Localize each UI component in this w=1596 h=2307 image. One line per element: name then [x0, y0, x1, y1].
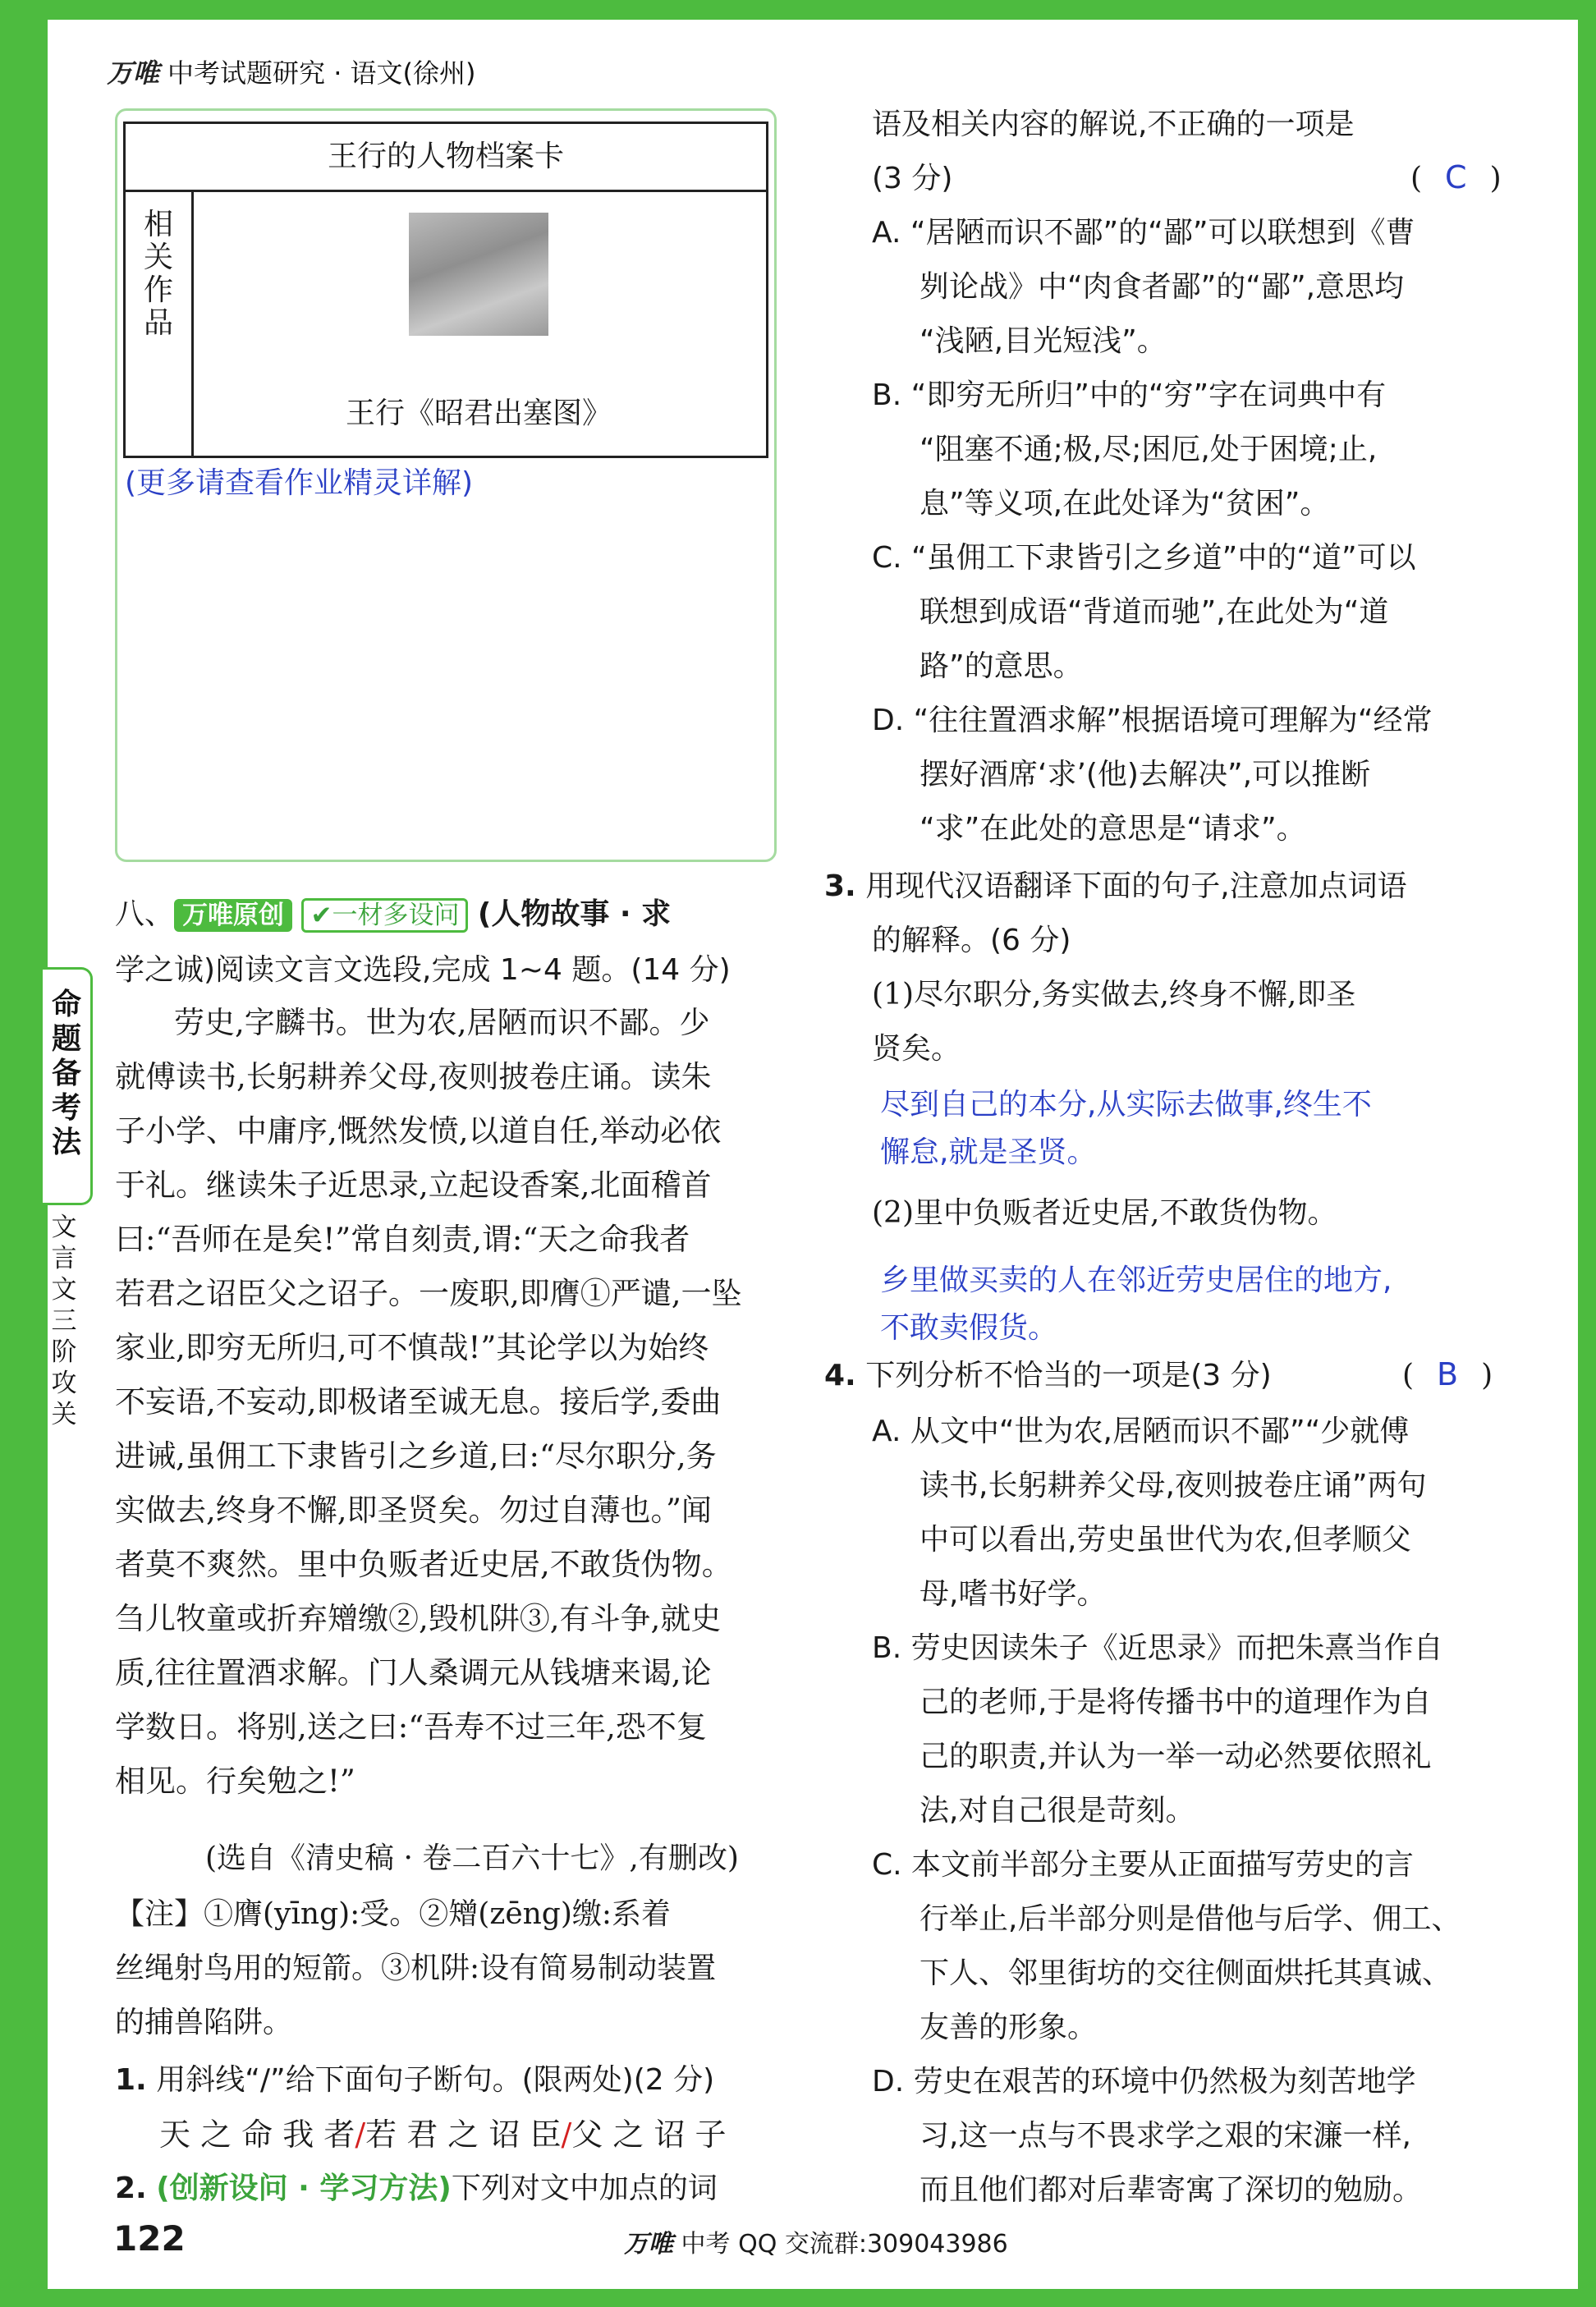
passage-line: 家业,即穷无所归,可不慎哉!”其论学以为始终 — [115, 1330, 709, 1365]
q4-option-line: D. 劳史在艰苦的环境中仍然极为刻苦地学 — [872, 2065, 1416, 2098]
q3-answer2-line1: 乡里做买卖的人在邻近劳史居住的地方, — [880, 1264, 1392, 1297]
passage-line: 子小学、中庸序,慨然发愤,以道自任,举动必依 — [115, 1113, 722, 1149]
q4-answer — [1402, 1356, 1493, 1394]
section-title-line2: 学之诚)阅读文言文选段,完成 1~4 题。(14 分) — [115, 953, 731, 987]
q1-slash-1: / — [355, 2117, 366, 2153]
passage-line: 相见。行矣勉之!” — [115, 1764, 355, 1799]
page-header — [107, 53, 476, 90]
passage-line: 于礼。继读朱子近思录,立起设香案,北面稽首 — [115, 1167, 712, 1203]
q4-answer-letter: B — [1437, 1356, 1459, 1392]
passage-line: 曰:“吾师在是矣!”常自刻责,谓:“天之命我者 — [115, 1222, 690, 1257]
side-tab-main-label: 命题备考法 — [51, 988, 81, 1159]
q2-answer — [1410, 159, 1502, 197]
q2-option-line: “浅陋,目光短浅”。 — [920, 324, 1167, 358]
q3-line1 — [824, 869, 1407, 905]
q2-option-line: 刿论战》中“肉食者鄙”的“鄙”,意思均 — [920, 270, 1405, 304]
more-link[interactable]: (更多请查看作业精灵详解) — [125, 466, 474, 500]
q4-option-line: 己的职责,并认为一举一动必然要依照礼 — [920, 1740, 1432, 1773]
note-line-1: 【注】①膺(yīng):受。②矰(zēng)缴:系着 — [115, 1897, 672, 1931]
q2-start — [115, 2171, 718, 2207]
source-line: (选自《清史稿 · 卷二百六十七》,有删改) — [205, 1841, 739, 1875]
q2-option-line: 路”的意思。 — [920, 649, 1083, 683]
passage-line: 学数日。将别,送之曰:“吾寿不过三年,恐不复 — [115, 1709, 707, 1745]
q4-option-line: 母,嗜书好学。 — [920, 1577, 1107, 1611]
q4-text: 下列分析不恰当的一项是(3 分) — [865, 1359, 1272, 1392]
q4-option-line: 中可以看出,劳史虽世代为农,但孝顺父 — [920, 1523, 1411, 1557]
header-brand: 万唯 — [107, 57, 160, 89]
q2-option-line: “阻塞不通;极,尽;困厄,处于困境;止, — [920, 433, 1378, 466]
footer — [624, 2223, 1008, 2259]
q2-text-start: 下列对文中加点的词 — [451, 2172, 718, 2205]
q2-answer-open: ( — [1410, 162, 1423, 195]
q1-number: 1. — [115, 2063, 147, 2097]
tag-badge: ✔一材多设问 — [301, 898, 468, 933]
q1-slash-2: / — [561, 2117, 572, 2153]
passage-line: 实做去,终身不懈,即圣贤矣。勿过自薄也。”闻 — [115, 1493, 712, 1528]
q1-part-a: 天 之 命 我 者 — [159, 2117, 355, 2153]
q1-sentence — [159, 2117, 727, 2153]
note-line-3: 的捕兽陷阱。 — [115, 2006, 293, 2039]
q1-text: 用斜线“/”给下面句子断句。(限两处)(2 分) — [156, 2063, 715, 2097]
q4-option-line: 友善的形象。 — [920, 2011, 1098, 2044]
passage-line: 就傅读书,长躬耕养父母,夜则披卷庄诵。读朱 — [115, 1059, 712, 1094]
q2-option-line: B. “即穷无所归”中的“穷”字在词典中有 — [872, 378, 1387, 412]
section-title — [115, 897, 671, 933]
passage-line: 质,往往置酒求解。门人桑调元从钱塘来谒,论 — [115, 1655, 712, 1690]
section-title-line1: (人物故事 · 求 — [477, 897, 672, 931]
q3-s1-line2: 贤矣。 — [872, 1032, 961, 1066]
q2-answer-letter: C — [1445, 159, 1467, 195]
footer-brand: 万唯 — [624, 2230, 673, 2259]
q2-option-line: “求”在此处的意思是“请求”。 — [920, 812, 1306, 846]
q2-option-line: A. “居陋而识不鄙”的“鄙”可以联想到《曹 — [872, 216, 1415, 250]
q4-option-line: 习,这一点与不畏求学之艰的宋濂一样, — [920, 2119, 1411, 2153]
q1-part-c: 父 之 诏 子 — [571, 2117, 727, 2153]
q3-text1: 用现代汉语翻译下面的句子,注意加点词语 — [865, 869, 1407, 903]
q4-option-line: 行举止,后半部分则是借他与后学、佣工、 — [920, 1902, 1461, 1936]
passage-line: 进诫,虽佣工下隶皆引之乡道,曰:“尽尔职分,务 — [115, 1438, 717, 1474]
passage-line: 刍儿牧童或折弃矰缴②,毁机阱③,有斗争,就史 — [115, 1601, 722, 1636]
q3-answer2-line2: 不敢卖假货。 — [880, 1311, 1058, 1345]
q2-option-line: 摆好酒席‘求’(他)去解决”,可以推断 — [920, 758, 1371, 791]
q4-option-line: A. 从文中“世为农,居陋而识不鄙”“少就傅 — [872, 1415, 1410, 1448]
q2-text-cont2: (3 分) — [872, 162, 953, 195]
header-title: 中考试题研究 · 语文(徐州) — [167, 57, 476, 89]
q4-answer-close: ) — [1481, 1359, 1493, 1392]
card-label-column — [126, 192, 194, 456]
tag-badge-label: 一材多设问 — [332, 901, 460, 930]
q2-number: 2. — [115, 2172, 147, 2205]
q3-text2: 的解释。(6 分) — [872, 924, 1071, 957]
q2-option-line: C. “虽佣工下隶皆引之乡道”中的“道”可以 — [872, 541, 1416, 575]
q4-option-line: 下人、邻里街坊的交往侧面烘托其真诚、 — [920, 1956, 1452, 1990]
q2-option-line: D. “往往置酒求解”根据语境可理解为“经常 — [872, 704, 1433, 737]
q4-option-line: 读书,长躬耕养父母,夜则披卷庄诵”两句 — [920, 1469, 1427, 1502]
passage-line: 若君之诏臣父之诏子。一废职,即膺①严谴,一坠 — [115, 1276, 742, 1311]
q1 — [115, 2062, 714, 2098]
q4-option-line: 法,对自己很是苛刻。 — [920, 1794, 1195, 1828]
passage-line: 劳史,字麟书。世为农,居陋而识不鄙。少 — [174, 1005, 710, 1040]
painting-image — [409, 213, 548, 336]
q3-s2: (2)里中负贩者近史居,不敢货伪物。 — [872, 1196, 1337, 1230]
section-prefix: 八、 — [115, 897, 175, 931]
q3-answer1-line1: 尽到自己的本分,从实际去做事,终生不 — [880, 1088, 1372, 1121]
q4-answer-open: ( — [1402, 1359, 1415, 1392]
passage-line: 者莫不爽然。里中负贩者近史居,不敢货伪物。 — [115, 1547, 732, 1582]
side-tab-sub — [43, 1207, 85, 1445]
q2-option-line: 息”等义项,在此处译为“贫困”。 — [920, 487, 1330, 521]
q3-number: 3. — [824, 869, 856, 903]
q1-part-b: 若 君 之 诏 臣 — [365, 2117, 562, 2153]
q4-line — [824, 1358, 1272, 1394]
q4-option-line: B. 劳史因读朱子《近思录》而把朱熹当作自 — [872, 1631, 1443, 1665]
card-label: 相关作品 — [143, 208, 173, 340]
card-caption: 王行《昭君出塞图》 — [345, 397, 612, 430]
side-tab-main — [43, 967, 93, 1205]
q2-answer-close: ) — [1489, 162, 1502, 195]
side-tab-sub-label: 文言文三阶攻关 — [51, 1213, 77, 1429]
q2-option-line: 联想到成语“背道而驰”,在此处为“道 — [920, 595, 1389, 629]
card-title: 王行的人物档案卡 — [126, 124, 766, 192]
passage-line: 不妄语,不妄动,即极诸至诚无息。接后学,委曲 — [115, 1384, 722, 1420]
q4-option-line: 而且他们都对后辈寄寓了深切的勉励。 — [920, 2173, 1423, 2207]
profile-card — [123, 122, 768, 458]
note-line-2: 丝绳射鸟用的短箭。③机阱:设有简易制动装置 — [115, 1952, 717, 1985]
q3-s1-line1: (1)尽尔职分,务实做去,终身不懈,即圣 — [872, 978, 1356, 1011]
q4-number: 4. — [824, 1359, 856, 1392]
q3-answer1-line2: 懈怠,就是圣贤。 — [880, 1135, 1097, 1169]
q2-text-cont1: 语及相关内容的解说,不正确的一项是 — [872, 108, 1355, 141]
q2-tag: (创新设问 · 学习方法) — [156, 2172, 452, 2205]
q4-option-line: C. 本文前半部分主要从正面描写劳史的言 — [872, 1848, 1415, 1882]
q4-option-line: 己的老师,于是将传播书中的道理作为自 — [920, 1686, 1432, 1719]
footer-text: 中考 QQ 交流群:309043986 — [681, 2230, 1008, 2259]
brand-badge: 万唯原创 — [174, 899, 292, 932]
page-number: 122 — [113, 2218, 186, 2259]
